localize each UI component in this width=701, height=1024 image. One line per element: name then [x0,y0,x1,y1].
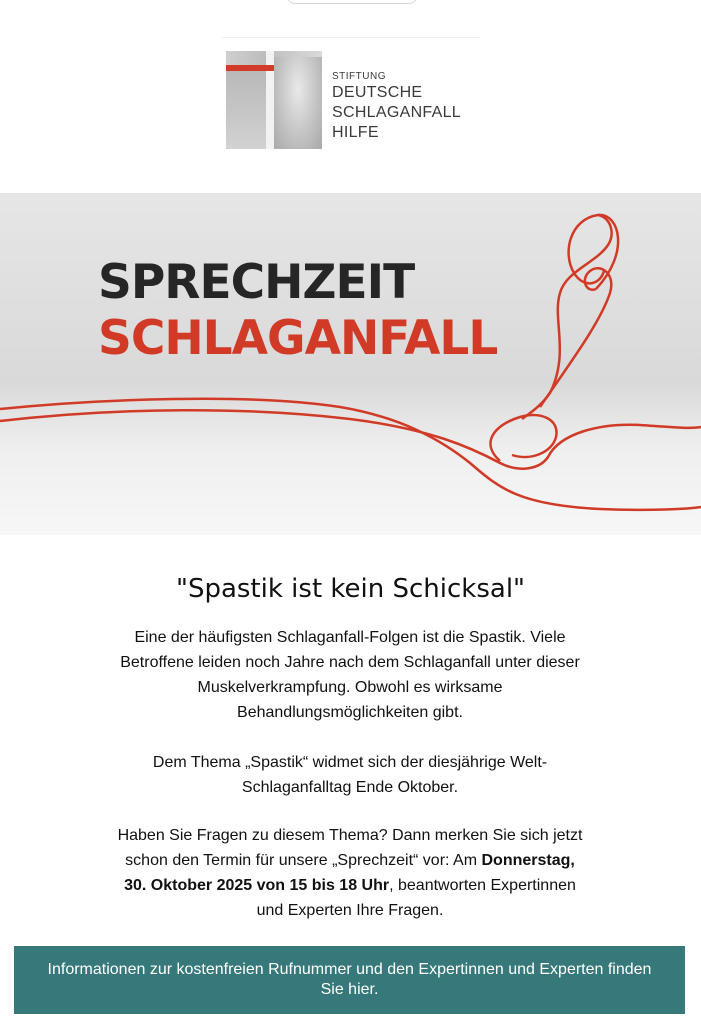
top-pill-button[interactable] [287,0,417,4]
logo-line-hilfe: HILFE [332,124,379,141]
logo-line-deutsche: DEUTSCHE [332,84,423,101]
hero-banner [0,193,701,535]
info-hotline-button[interactable]: Informationen zur kostenfreien Rufnummer und den Expertinnen und Experten finden Sie hier. [14,946,685,1014]
article-paragraph-1: Eine der häufigsten Schlaganfall-Folgen ist die Spastik. Viele Betroffene leiden noch Jahre nach dem Schlaganfall unter dieser Muskelverkrampfung. Obwohl es wirksame Behandlungsmöglichkeiten gibt. [120,629,580,721]
article-paragraph-2: Dem Thema „Spastik“ widmet sich der diesjährige Welt-Schlaganfalltag Ende Oktober. [152,754,548,796]
logo-wordmark [332,71,461,143]
foundation-logo[interactable] [226,51,486,151]
logo-line-schlaganfall: SCHLAGANFALL [332,104,461,121]
event-date-time: Donnerstag, 30. Oktober 2025 von 15 bis 18 Uhr [124,852,575,894]
banner-title-schlaganfall: SCHLAGANFALL [98,311,498,366]
banner-title-sprechzeit: SPRECHZEIT [98,255,415,310]
divider [222,37,480,38]
paragraph-3-outro: , beantworten Expertinnen und Experten Ihre Fragen. [256,877,576,919]
article-paragraph-3 [115,823,585,923]
logo-line-stiftung: STIFTUNG [332,71,386,82]
paragraph-3-intro: Haben Sie Fragen zu diesem Thema? Dann merken Sie sich jetzt schon den Termin für unsere „Sprechzeit“ vor: Am [117,827,583,869]
article-headline: "Spastik ist kein Schicksal" [175,574,526,604]
logo-bust-image [226,51,322,149]
